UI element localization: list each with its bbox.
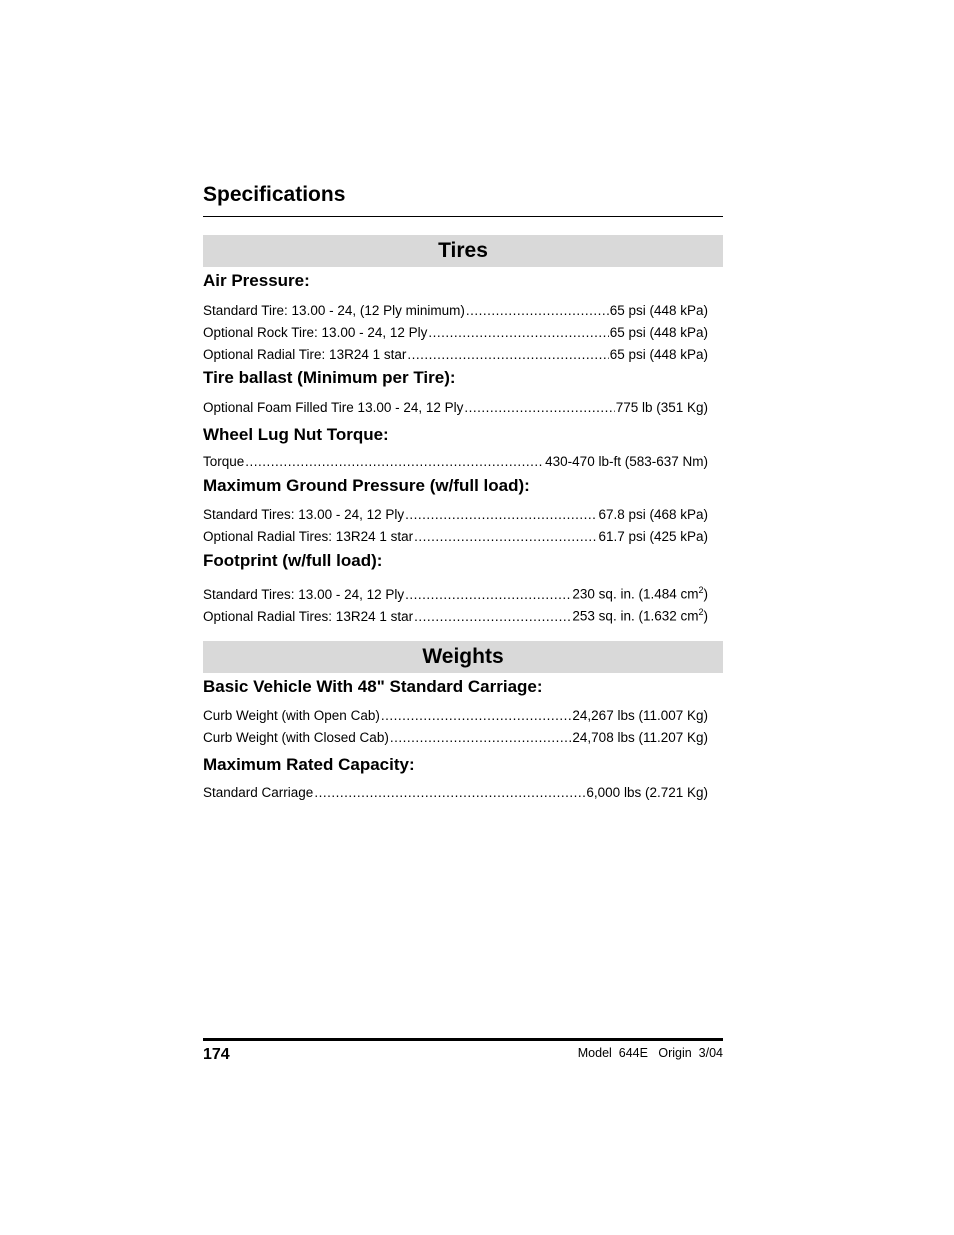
page-title: Specifications [203,183,346,206]
spec-label: Optional Foam Filled Tire 13.00 - 24, 12 Ply [203,400,464,415]
spec-value [572,581,708,604]
spec-value: 67.8 psi (468 kPa) [598,507,708,522]
spec-value: 775 lb (351 Kg) [615,400,708,415]
spec-value: 430-470 lb-ft (583-637 Nm) [545,454,708,469]
dot-leader [381,707,572,725]
dot-leader [390,729,572,747]
spec-label: Optional Radial Tires: 13R24 1 star [203,529,414,544]
rated-capacity-heading: Maximum Rated Capacity: [203,755,415,774]
spec-value: 24,708 lbs (11.207 Kg) [572,730,708,745]
tires-banner: Tires [203,235,723,267]
spec-row [203,707,708,725]
spec-label: Standard Tires: 13.00 - 24, 12 Ply [203,586,405,602]
dot-leader [414,528,597,546]
spec-row [203,581,708,604]
footprint-heading: Footprint (w/full load): [203,551,383,570]
dot-leader [466,302,609,320]
spec-label: Standard Tire: 13.00 - 24, (12 Ply minimum) [203,303,465,318]
dot-leader [245,453,544,471]
dot-leader [314,784,585,802]
spec-value: 65 psi (448 kPa) [609,325,708,340]
spec-row [203,302,708,320]
spec-row [203,784,708,802]
weights-banner: Weights [203,641,723,673]
spec-label: Curb Weight (with Open Cab) [203,708,380,723]
spec-value: 24,267 lbs (11.007 Kg) [572,708,708,723]
dot-leader [405,506,597,524]
spec-value: 65 psi (448 kPa) [609,347,708,362]
spec-label: Optional Radial Tire: 13R24 1 star [203,347,407,362]
air-pressure-heading: Air Pressure: [203,271,310,290]
title-divider [203,216,723,217]
spec-value: 65 psi (448 kPa) [609,303,708,318]
spec-row [203,729,708,747]
spec-row [203,506,708,524]
spec-value-main: 253 sq. in. (1.632 cm [572,608,699,624]
tire-ballast-heading: Tire ballast (Minimum per Tire): [203,368,456,387]
spec-value: 6,000 lbs (2.721 Kg) [586,785,708,800]
dot-leader [405,586,571,604]
spec-value [572,603,708,626]
spec-value-main: 230 sq. in. (1.484 cm [572,586,699,602]
superscript: 2 [698,607,704,617]
superscript: 2 [698,585,704,595]
dot-leader [428,324,608,342]
lug-nut-torque-heading: Wheel Lug Nut Torque: [203,425,389,444]
model-origin-text: Model 644E Origin 3/04 [577,1046,723,1060]
spec-label: Standard Tires: 13.00 - 24, 12 Ply [203,507,405,522]
spec-label: Optional Rock Tire: 13.00 - 24, 12 Ply [203,325,428,340]
footer-divider [203,1038,723,1041]
spec-row [203,324,708,342]
basic-vehicle-heading: Basic Vehicle With 48" Standard Carriage: [203,677,543,696]
dot-leader [414,608,571,626]
spec-value-tail: ) [703,608,708,624]
page-number: 174 [203,1046,230,1063]
spec-row [203,528,708,546]
spec-label: Standard Carriage [203,785,314,800]
spec-row [203,603,708,626]
spec-value: 61.7 psi (425 kPa) [598,529,708,544]
spec-row [203,346,708,364]
spec-label: Curb Weight (with Closed Cab) [203,730,389,745]
dot-leader [464,399,614,417]
dot-leader [407,346,608,364]
spec-value-tail: ) [703,586,708,602]
spec-label: Optional Radial Tires: 13R24 1 star [203,608,414,624]
ground-pressure-heading: Maximum Ground Pressure (w/full load): [203,476,530,495]
spec-row [203,453,708,471]
spec-label: Torque [203,454,245,469]
spec-row [203,399,708,417]
